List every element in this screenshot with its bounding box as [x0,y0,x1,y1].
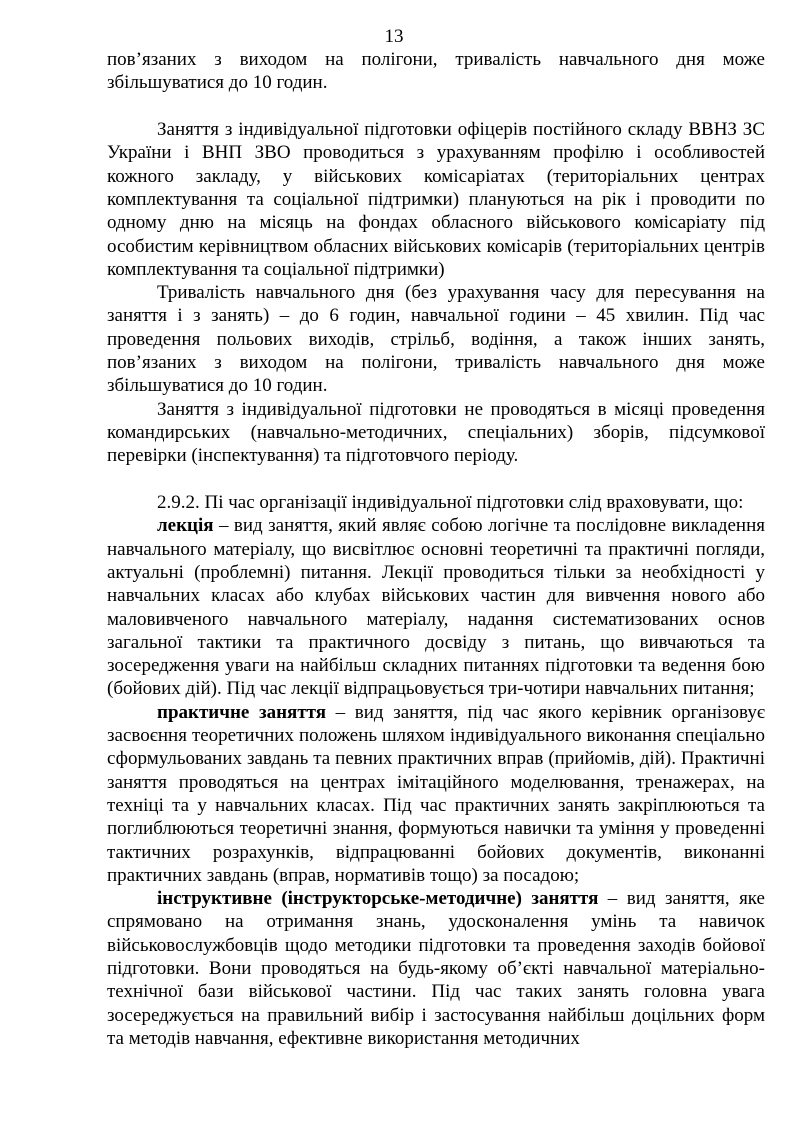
definition-instructive-class: – вид заняття, яке спрямовано на отримання знань, удосконалення умінь та навичок військовослужбовців щодо методики підготовки та проведення заходів бойової підготовки. Вони проводяться на будь-якому об’єкті навчальної матеріально-технічної бази військової частини. Під час таких занять головна увага зосереджується на правильний вибір і застосування найбільш доцільних форм та методів навчання, ефективне використання методичних [107,888,765,1049]
paragraph-practical-class [107,701,765,887]
paragraph-officers-training: Заняття з індивідуальної підготовки офіцерів постійного складу ВВНЗ ЗС України і ВНП ЗВО проводиться з урахуванням профілю і особливостей кожного закладу, у військових комісаріатах (територіальних центрах комплектування та соціальної підтримки) плануються на рік і проводити по одному дню на місяць на фондах обласного військового комісаріату під особистим керівництвом обласних військових комісарів (територіальних центрів комплектування та соціальної підтримки) [107,119,765,280]
paragraph-no-classes: Заняття з індивідуальної підготовки не проводяться в місяці проведення командирських (навчально-методичних, спеціальних) зборів, підсумкової перевірки (інспектування) та підготовчого періоду. [107,398,765,467]
paragraph-section-2-9-2: 2.9.2. Пі час організації індивідуальної підготовки слід враховувати, що: [157,492,744,514]
term-practical-class: практичне заняття [157,701,327,723]
paragraph-continuation: пов’язаних з виходом на полігони, тривалість навчального дня може збільшуватися до 10 годин. [107,49,765,94]
definition-lecture: – вид заняття, який являє собою логічне та послідовне викладення навчального матеріалу, що висвітлює основні теоретичні та практичні погляди, актуальні (проблемні) питання. Лекції проводиться тільки за необхідності у навчальних класах або клубах військових частин для вивчення нового або маловивченого навчального матеріалу, надання систематизованих основ загальної тактики та практичного досвіду з питань, що вивчаються та зосередження уваги на найбільш складних питаннях підготовки та ведення бою (бойових дій). Під час лекції відпрацьовується три-чотири навчальних питання; [107,515,765,700]
term-instructive-class: інструктивне (інструкторське-методичне) заняття [157,888,599,910]
page-number: 13 [384,26,404,47]
body-text [107,48,765,1050]
paragraph-lecture [107,514,765,700]
paragraph-day-duration: Тривалість навчального дня (без урахування часу для пересування на заняття і з занять) – до 6 годин, навчальної години – 45 хвилин. Під час проведення польових виходів, стрільб, водіння, а також інших занять, пов’язаних з виходом на полігони, тривалість навчального дня може збільшуватися до 10 годин. [107,282,765,397]
definition-practical-class: – вид заняття, під час якого керівник організовує засвоєння теоретичних положень шляхом індивідуального виконання спеціально сформульованих завдань та певних практичних вправ (прийомів, дій). Практичні заняття проводяться на центрах імітаційного моделювання, тренажерах, на техніці та у навчальних класах. Під час практичних занять закріплюються та поглиблюються теоретичні знання, формуються навички та уміння у проведенні тактичних розрахунків, відпрацюванні бойових документів, виконанні практичних завдань (вправ, нормативів тощо) за посадою; [107,701,765,886]
paragraph-instructive-class [107,887,765,1050]
term-lecture: лекція [157,515,214,537]
